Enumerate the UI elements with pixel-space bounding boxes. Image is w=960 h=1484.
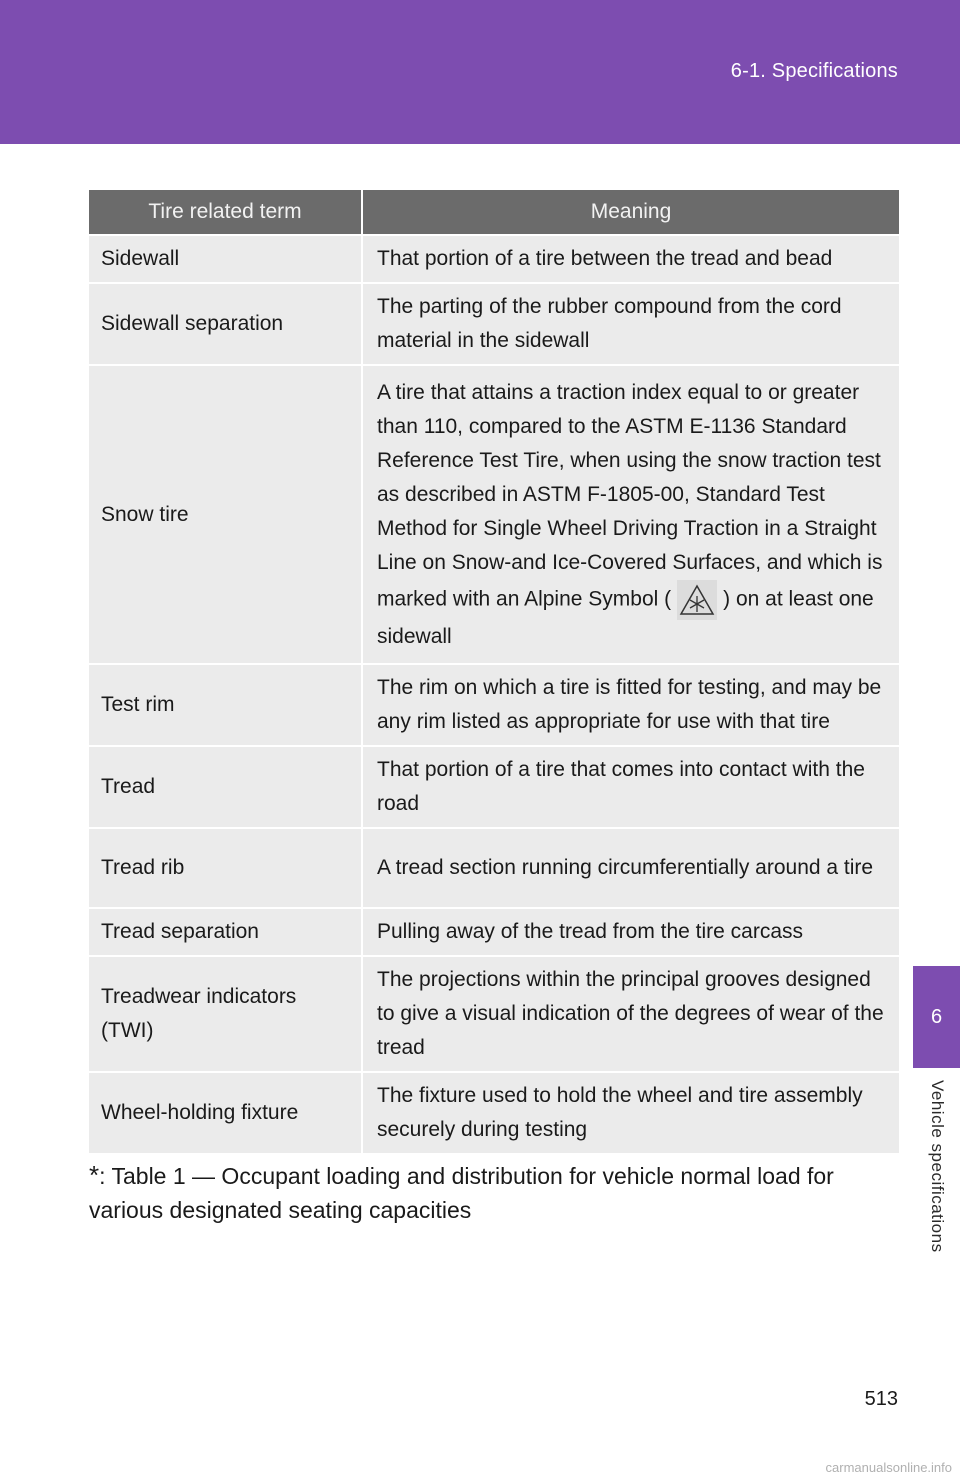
term-cell: Sidewall: [89, 235, 362, 283]
term-cell: Treadwear indicators (TWI): [89, 956, 362, 1072]
table-row: [89, 235, 899, 283]
alpine-symbol-icon: [677, 580, 717, 620]
term-cell: Tread rib: [89, 828, 362, 908]
table-row: [89, 664, 899, 746]
table-row: [89, 1072, 899, 1153]
footnote-marker: *: [89, 1160, 100, 1190]
footnote-text: : Table 1 — Occupant loading and distribution for vehicle normal load for various designated seating capacities: [89, 1163, 834, 1223]
meaning-cell: That portion of a tire between the tread and bead: [362, 235, 899, 283]
term-cell: Sidewall separation: [89, 283, 362, 365]
page-header: [0, 0, 960, 144]
chapter-label: Vehicle specifications: [928, 1080, 947, 1253]
column-header-meaning: Meaning: [362, 190, 899, 235]
term-cell: Tread: [89, 746, 362, 828]
term-cell: Tread separation: [89, 908, 362, 956]
meaning-cell: That portion of a tire that comes into contact with the road: [362, 746, 899, 828]
chapter-number: 6: [930, 1005, 943, 1028]
meaning-cell: The fixture used to hold the wheel and tire assembly securely during testing: [362, 1072, 899, 1153]
meaning-text: A tire that attains a traction index equal to or greater than 110, compared to the ASTM E-1136 Standard Reference Test Tire, when using the snow traction test as described in ASTM F-1805-00, Standard Test Method for Single Wheel Driving Traction in a Straight Line on Snow-and Ice-Covered Surfaces, and which is marked with an Alpine Symbol (: [377, 380, 883, 611]
term-cell: Test rim: [89, 664, 362, 746]
meaning-cell: The parting of the rubber compound from the cord material in the sidewall: [362, 283, 899, 365]
footnote: [89, 1158, 899, 1227]
table-row: [89, 365, 899, 664]
meaning-cell: Pulling away of the tread from the tire carcass: [362, 908, 899, 956]
term-cell: Wheel-holding fixture: [89, 1072, 362, 1153]
term-cell: Snow tire: [89, 365, 362, 664]
table-row: [89, 746, 899, 828]
meaning-cell: The projections within the principal grooves designed to give a visual indication of the degrees of wear of the tread: [362, 956, 899, 1072]
tire-terms-table: [89, 190, 899, 1153]
meaning-cell: [362, 365, 899, 664]
meaning-cell: A tread section running circumferentially around a tire: [362, 828, 899, 908]
table-row: [89, 283, 899, 365]
column-header-term: Tire related term: [89, 190, 362, 235]
meaning-text-end: ) on at least one sidewall: [377, 587, 874, 648]
watermark: carmanualsonline.info: [825, 1460, 952, 1475]
meaning-cell: The rim on which a tire is fitted for testing, and may be any rim listed as appropriate for use with that tire: [362, 664, 899, 746]
page-number: 513: [864, 1388, 898, 1410]
table-row: [89, 908, 899, 956]
chapter-tab: [913, 966, 960, 1068]
section-title: 6-1. Specifications: [730, 60, 898, 82]
table-row: [89, 956, 899, 1072]
table-header-row: [89, 190, 899, 235]
table-row: [89, 828, 899, 908]
